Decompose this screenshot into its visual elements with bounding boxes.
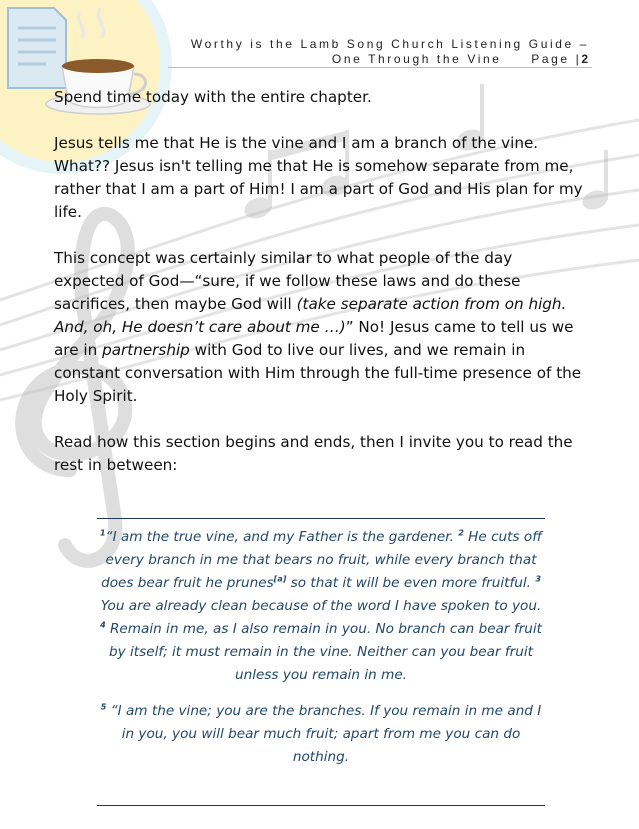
document-icon — [8, 8, 66, 88]
page-label: Page | — [531, 52, 582, 66]
verse-number: 5 — [100, 702, 107, 712]
header-subtitle: One Through the Vine — [331, 52, 502, 66]
header-title-line2 — [149, 52, 589, 67]
header-title-line1: Worthy is the Lamb Song Church Listening Guide – — [190, 37, 589, 51]
verse-number: 3 — [535, 574, 541, 584]
devotional-body — [54, 86, 584, 500]
footnote-link[interactable]: [a] — [273, 574, 287, 584]
scripture-verse-5: $^5$ “I am the vine; you are the branches. If you remain in me and I in you, you will bear much fruit; apart from me you can do nothing. — [100, 702, 542, 765]
scripture-verses-1-4: $^1$“I am the true vine, and my Father is the gardener. $^2$ He cuts off every branch in me that bears no fruit, while every branch that does bear fruit he prunes[a] so that it will be even more fruitful. $^3$ You are already clean because of the word I have spoken to you. $^4$ Remain in me, as I also remain in you. No branch can bear fruit by itself; it must remain in the vine. Neither can you bear fruit unless you remain in me. — [99, 528, 543, 683]
scripture-bottom-rule — [97, 805, 545, 806]
page-number: 2 — [581, 52, 589, 66]
verse-number: 2 — [458, 528, 464, 538]
verse-number: 4 — [100, 620, 106, 630]
scripture-quote — [97, 526, 545, 782]
paragraph-invite: Read how this section begins and ends, then I invite you to read the rest in between: — [54, 433, 573, 474]
paragraph-vine: Jesus tells me that He is the vine and I am a branch of the vine. What?? Jesus isn't telling me that He is somehow separate from me, rather that I am a part of Him! I am a part of God and His plan for my life. — [54, 134, 583, 221]
page-header — [149, 37, 589, 67]
paragraph-intro: Spend time today with the entire chapter. — [54, 88, 372, 106]
scripture-top-rule — [97, 518, 545, 519]
paragraph-concept: This concept was certainly similar to what people of the day expected of God—“sure, if we follow these laws and do these sacrifices, then maybe God will (take separate action from on high. And, oh, He doesn’t care about me …)” No! Jesus came to tell us we are in partnership with God to live our lives, and we remain in constant conversation with Him through the full-time presence of the Holy Spirit. — [54, 249, 582, 405]
header-divider — [168, 67, 592, 68]
verse-number: 1 — [99, 528, 106, 538]
